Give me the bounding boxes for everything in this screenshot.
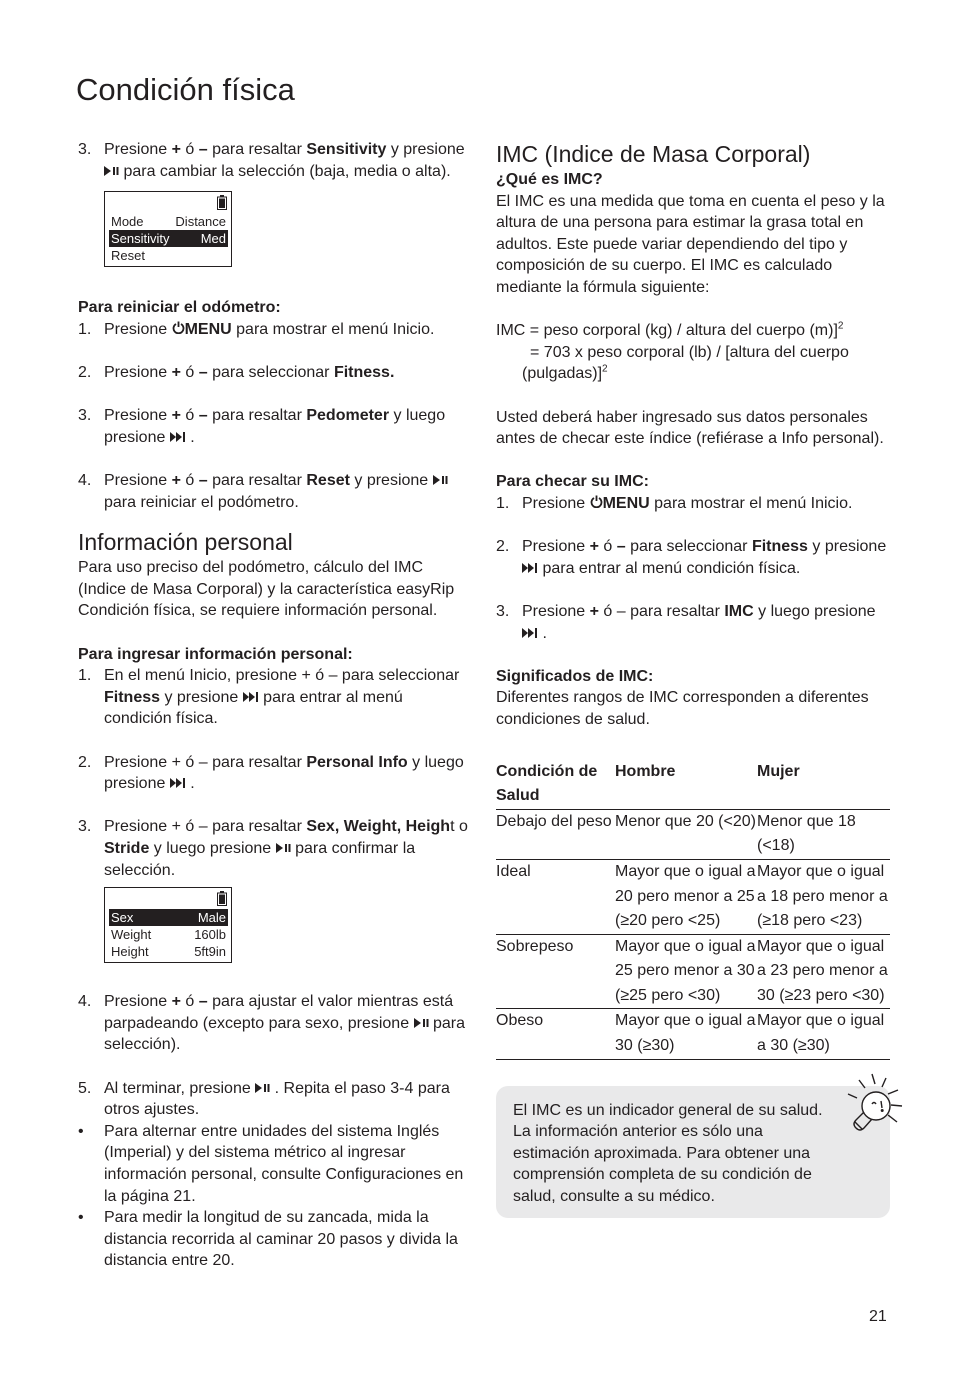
table-row [496, 809, 890, 859]
bullet-item: • Para alternar entre unidades del sistema Inglés (Imperial) y del sistema métrico al ingresar información personal, consulte Configuraciones en la página 21. [78, 1122, 464, 1205]
play-pause-icon [104, 161, 119, 183]
next-track-icon [522, 558, 538, 580]
battery-icon [217, 891, 227, 910]
battery-icon [217, 195, 227, 214]
power-icon [172, 319, 185, 341]
table-cell: Mayor que o igual a 20 pero menor a 25 (≥20 pero <25) [615, 862, 756, 930]
play-pause-icon [276, 838, 291, 860]
column-header: Mujer [757, 762, 800, 780]
list-item: 2. Presione + ó – para seleccionar Fitness y presione para entrar al menú condición física. [496, 536, 892, 579]
table-cell: Mayor que o igual a 25 pero menor a 30 (≥25 pero <30) [615, 937, 756, 1004]
check-imc-heading: Para checar su IMC: [496, 473, 649, 491]
table-cell: Mayor que o igual a 30 (≥30) [757, 1012, 885, 1055]
table-cell: Obeso [496, 1012, 544, 1030]
lcd-row: Reset [111, 248, 145, 264]
list-item: 5. Al terminar, presione . Repita el paso 3-4 para otros ajustes. [78, 1079, 450, 1119]
tip-note-text: El IMC es un indicador general de su salud. La información anterior es sólo una estimación aproximada. Para obtener una comprensión completa de su condición de salud, consulte a su médico. [513, 1101, 823, 1206]
next-track-icon [243, 687, 259, 709]
table-cell: Debajo del peso [496, 812, 612, 830]
list-item: 4. Presione + ó – para resaltar Reset y presione para reiniciar el podómetro. [78, 470, 474, 513]
section-title-personal-info: Información personal [78, 529, 293, 556]
meanings-heading: Significados de IMC: [496, 667, 654, 685]
table-row [496, 859, 890, 934]
formula-line-1: IMC = peso corporal (kg) / altura del cuerpo (m)]$^2$ [496, 320, 844, 340]
personal-heading: Para ingresar información personal: [78, 645, 353, 663]
meanings-text: Diferentes rangos de IMC corresponden a diferentes condiciones de salud. [496, 689, 869, 728]
lcd-row-selected: Sensitivity Med [111, 231, 226, 247]
lcd-row: Weight 160lb [111, 927, 226, 943]
lcd-row: Height 5ft9in [111, 944, 226, 960]
lcd-screen-personal-info [104, 887, 232, 963]
play-pause-icon [255, 1078, 270, 1100]
what-is-imc-text: El IMC es una medida que toma en cuenta el peso y la altura de una persona para estimar la grasa total en adultos. Este puede variar dependiendo del tipo y composición de su cuerpo. El IMC es calculado mediante la fórmula siguiente: [496, 192, 885, 296]
list-item: 1. Presione MENU para mostrar el menú Inicio. [496, 493, 892, 515]
page-title: Condición física [76, 72, 295, 107]
bullet-item: • Para medir la longitud de su zancada, mida la distancia recorrida al caminar 20 pasos y divida la distancia entre 20. [78, 1209, 458, 1270]
tip-note-box [496, 1086, 890, 1218]
table-row [496, 1009, 890, 1059]
table-cell: Sobrepeso [496, 937, 574, 955]
list-item: 3. Presione + ó – para resaltar IMC y luego presione . [496, 601, 892, 644]
list-item: 4. Presione + ó – para ajustar el valor mientras está parpadeando (excepto para sexo, presione para selección). [78, 993, 466, 1054]
table-cell: Menor que 18 (<18) [757, 812, 856, 855]
column-header: Hombre [615, 762, 676, 780]
lcd-screen-sensitivity [104, 191, 232, 267]
page-number: 21 [869, 1308, 887, 1325]
formula-line-2: = 703 x peso corporal (lb) / [altura del cuerpo (pulgadas)]$^2$ [522, 343, 849, 383]
list-item: 2. Presione + ó – para resaltar Personal Info y luego presione . [78, 752, 474, 795]
prerequisite-text: Usted deberá haber ingresado sus datos personales antes de checar este índice (refiérase a Info personal). [496, 408, 884, 448]
next-track-icon [170, 427, 186, 449]
table-cell: Mayor que o igual a 30 (≥30) [615, 1012, 756, 1055]
lightbulb-icon [842, 1072, 904, 1145]
play-pause-icon [414, 1013, 429, 1035]
lcd-row-selected: Sex Male [111, 910, 226, 926]
next-track-icon [170, 773, 186, 795]
table-cell: Ideal [496, 862, 531, 880]
list-item: 3. Presione + ó – para resaltar Sex, Weight, Height o Stride y luego presione para confirmar la selección. [78, 818, 468, 879]
personal-intro: Para uso preciso del podómetro, cálculo del IMC (Indice de Masa Corporal) y la característica easyRip Condición física, se requiere información personal. [78, 559, 455, 620]
table-cell: Mayor que o igual a 23 pero menor a 30 (≥23 pero <30) [757, 937, 888, 1004]
table-header-row [496, 760, 890, 810]
table-row [496, 934, 890, 1009]
right-column [496, 139, 892, 1218]
left-column [78, 139, 474, 1272]
table-cell: Mayor que o igual a 18 pero menor a (≥18 pero <23) [757, 862, 888, 930]
list-item: 3. Presione + ó – para resaltar Sensitivity y presione para cambiar la selección (baja, media o alta). [78, 139, 474, 182]
power-icon [590, 493, 603, 515]
play-pause-icon [433, 470, 448, 492]
imc-table [496, 760, 890, 1060]
list-item: 1. En el menú Inicio, presione + ó – para seleccionar Fitness y presione para entrar al menú condición física. [78, 667, 460, 728]
next-track-icon [522, 623, 538, 645]
section-title-imc: IMC (Indice de Masa Corporal) [496, 141, 811, 167]
reset-heading: Para reiniciar el odómetro: [78, 299, 281, 317]
lcd-row: Mode Distance [111, 214, 226, 230]
table-cell: Menor que 20 (<20) [615, 812, 756, 830]
list-item: 2. Presione + ó – para seleccionar Fitness. [78, 364, 395, 382]
what-is-imc-heading: ¿Qué es IMC? [496, 171, 603, 188]
list-item: 1. Presione MENU para mostrar el menú Inicio. [78, 319, 474, 341]
list-item: 3. Presione + ó – para resaltar Pedometer y luego presione . [78, 405, 474, 448]
column-header: Condición de Salud [496, 762, 598, 805]
